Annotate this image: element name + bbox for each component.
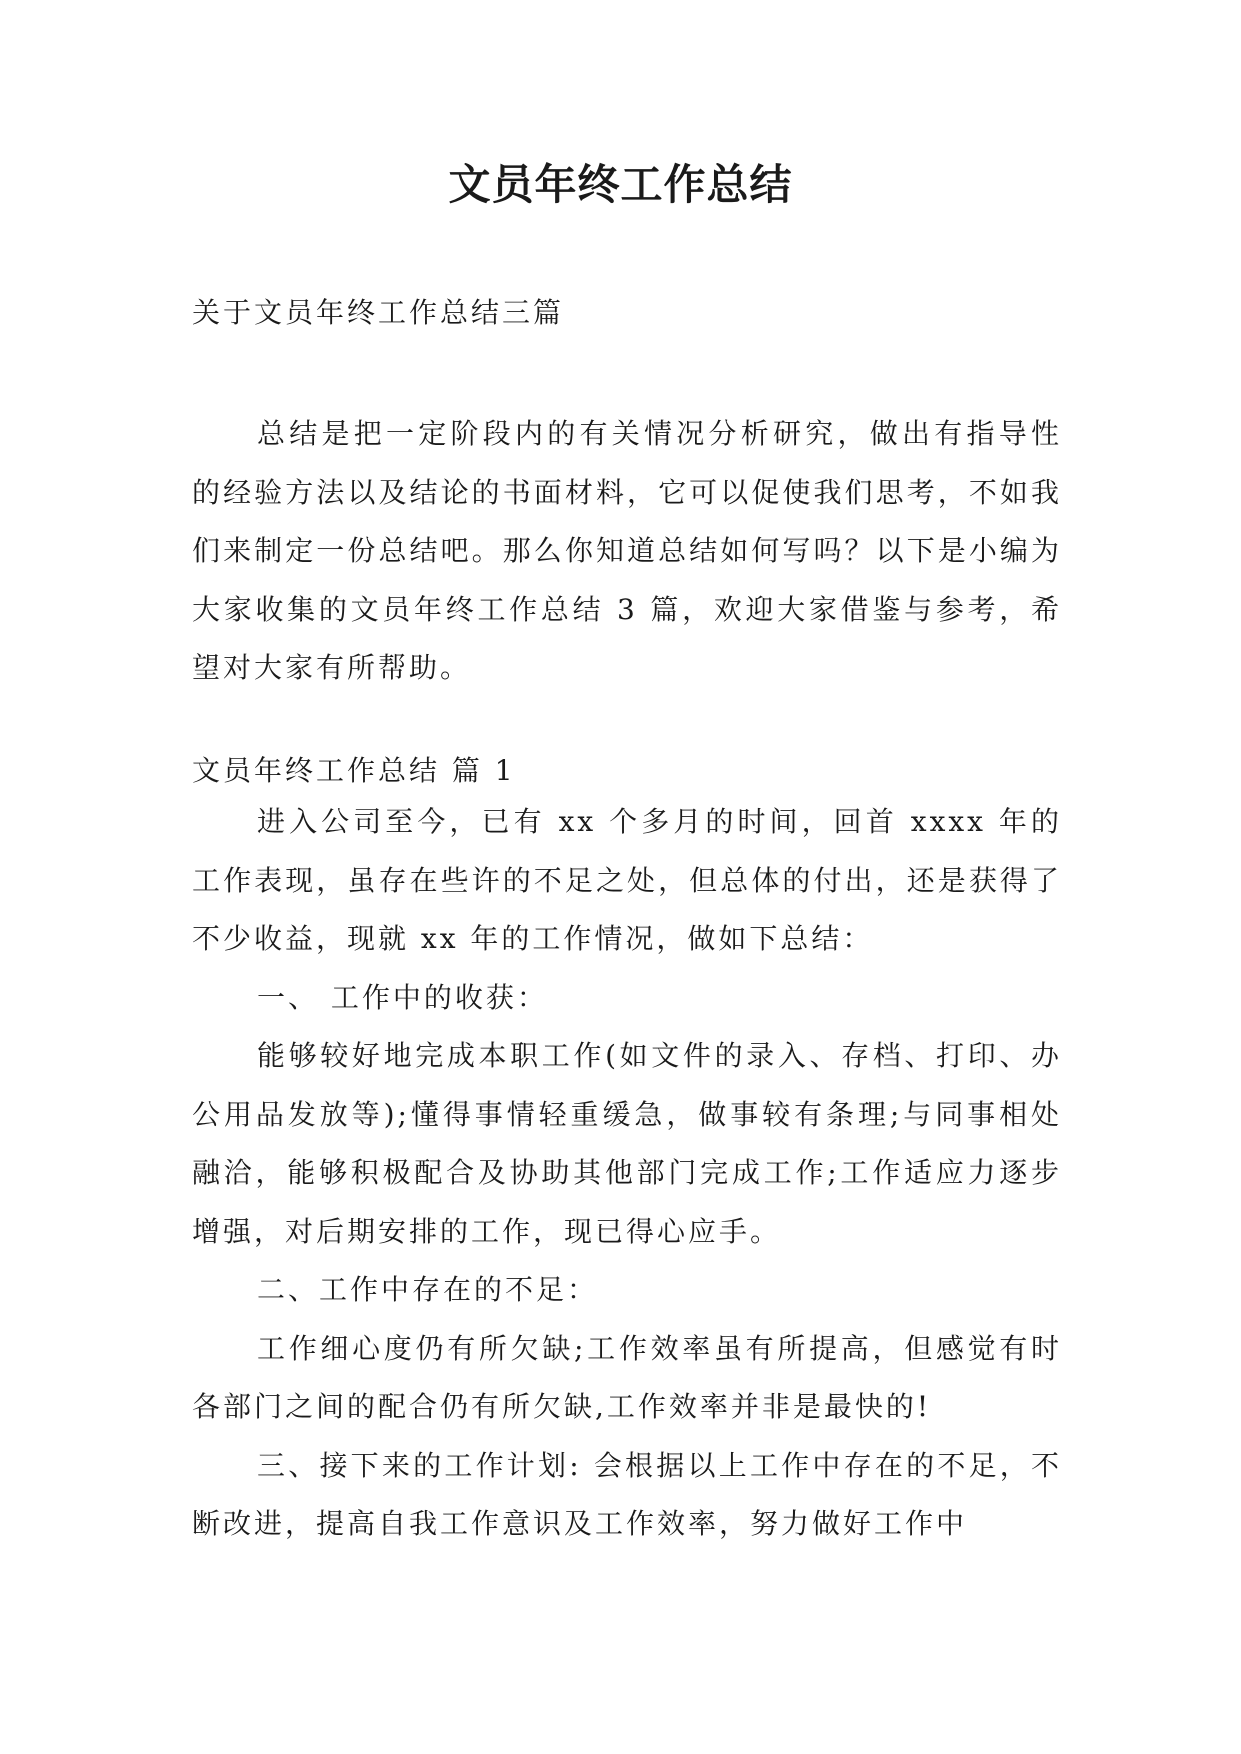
body-subheading: 二、工作中存在的不足： [257, 1273, 599, 1306]
document-subtitle: 关于文员年终工作总结三篇 [192, 296, 565, 329]
document-title: 文员年终工作总结 [448, 160, 793, 209]
section-body [192, 793, 1062, 1554]
body-paragraph: 进入公司至今，已有 xx 个多月的时间，回首 xxxx 年的工作表现，虽存在些许的不足之处，但总体的付出，还是获得了不少收益，现就 xx 年的工作情况，做如下总结： [192, 805, 1062, 955]
intro-paragraph: 总结是把一定阶段内的有关情况分析研究，做出有指导性的经验方法以及结论的书面材料，它可以促使我们思考，不如我们来制定一份总结吧。那么你知道总结如何写吗？以下是小编为大家收集的文员年终工作总结 3 篇，欢迎大家借鉴与参考，希望对大家有所帮助。 [192, 417, 1062, 684]
body-subheading: 一、 工作中的收获： [257, 980, 548, 1014]
body-paragraph: 三、接下来的工作计划: 会根据以上工作中存在的不足，不断改进，提高自我工作意识及工作效率，努力做好工作中 [192, 1448, 1062, 1540]
section-heading: 文员年终工作总结 篇 1 [192, 754, 516, 787]
body-paragraph: 能够较好地完成本职工作(如文件的录入、存档、打印、办公用品发放等);懂得事情轻重缓急，做事较有条理;与同事相处融洽，能够积极配合及协助其他部门完成工作;工作适应力逐步增强，对后期安排的工作，现已得心应手。 [192, 1039, 1062, 1248]
body-paragraph: 工作细心度仍有所欠缺;工作效率虽有所提高，但感觉有时各部门之间的配合仍有所欠缺,工作效率并非是最快的! [192, 1331, 1062, 1423]
